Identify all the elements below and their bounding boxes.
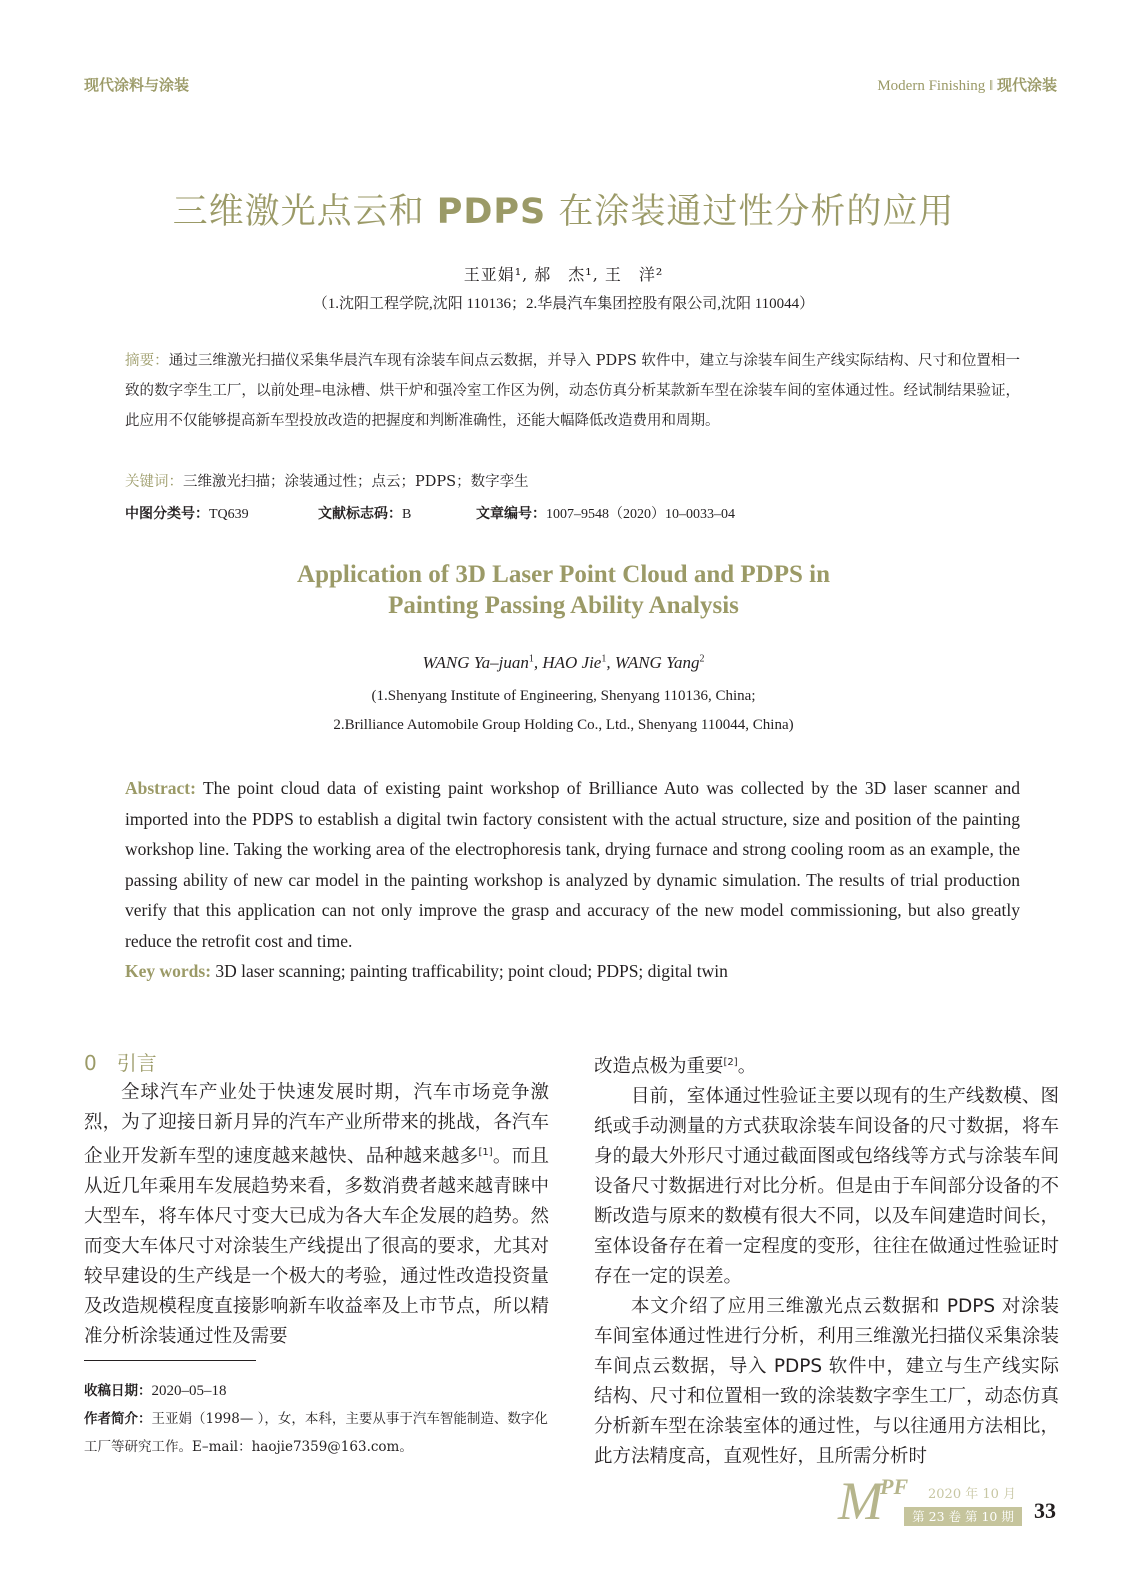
abstract-en-label: Abstract: [125,778,196,798]
footnote-divider [84,1360,256,1361]
keywords-en-label: Key words: [125,961,212,981]
left-p1-text: 全球汽车产业处于快速发展时期，汽车市场竞争激烈，为了迎接日新月异的汽车产业所带来的挑战，各汽车企业开发新车型的速度越来越快、品种越来越多 [84,1082,549,1168]
abstract-cn-label: 摘要： [125,353,169,369]
page-title-cn [0,184,1127,234]
journal-name-right [877,74,1057,95]
section-heading: 0 引言 [84,1051,157,1075]
author-2: HAO Jie [542,653,602,672]
keywords-cn-text: 三维激光扫描；涂装通过性；点云；PDPS；数字孪生 [183,474,529,490]
authors-cn: 王亚娟¹, 郝 杰¹, 王 洋² [463,265,664,284]
author-bio-text: 王亚娟（1998— ），女，本科，主要从事于汽车智能制造、数字化工厂等研究工作。E–mail：haojie7359@163.com。 [84,1411,548,1455]
abstract-en [125,773,1020,987]
clc-label: 中图分类号： [125,506,209,522]
body-paragraph [594,1048,1059,1082]
keywords-cn [125,467,1020,497]
abstract-cn [125,346,1020,436]
left-p1-end: 。而且从近几年乘用车发展趋势来看，多数消费者越来越青睐中大型车，将车体尺寸变大已成为各大车企发展的趋势。然而变大车体尺寸对涂装生产线提出了很高的要求，尤其对较早建设的生产线是一个极大的考验，通过性改造投资量及改造规模程度直接影响新车收益率及上市节点，所以精准分析涂装通过性及需要 [84,1146,549,1348]
article-no-label: 文章编号： [476,506,546,522]
title-en-line1: Application of 3D Laser Point Cloud and PDPS in [297,561,830,588]
keywords-en-text: 3D laser scanning; painting trafficability; point cloud; PDPS; digital twin [215,961,728,981]
keywords-en [125,956,1020,987]
author-2-sup: 1 [601,653,607,665]
received-label: 收稿日期： [84,1383,152,1399]
affiliation-en-line1: (1.Shenyang Institute of Engineering, Shenyang 110136, China; [371,688,756,704]
affiliation-en-line2: 2.Brilliance Automobile Group Holding Co., Ltd., Shenyang 110044, China) [333,717,794,733]
abstract-en-text: The point cloud data of existing paint workshop of Brilliance Auto was collected by the 3D laser scanner and imported into the PDPS to establish a digital twin factory consistent with the actual structure, size and position of the painting workshop line. Taking the working area of the electrophoresis tank, drying furnace and strong cooling room as an example, the passing ability of new car model in the painting workshop is analyzed by dynamic simulation. The results of trial production verify that this application can not only improve the grasp and accuracy of the new model commissioning, but also greatly reduce the retrofit cost and time. [125,778,1020,951]
issue-date: 2020 年 10 月 [928,1487,1017,1502]
article-no-value: 1007–9548（2020）10–0033–04 [546,507,735,522]
page-title-en [0,559,1127,621]
body-right-column [594,1048,1059,1472]
received-date [84,1377,554,1405]
body-paragraph [84,1078,549,1352]
author-1-sup: 1 [528,653,534,665]
author-bio [84,1405,554,1461]
body-paragraph: 本文介绍了应用三维激光点云数据和 PDPS 对涂装车间室体通过性进行分析，利用三维激光扫描仪采集涂装车间点云数据，导入 PDPS 软件中，建立与生产线实际结构、尺寸和位置相一致的涂装数字孪生工厂，动态仿真分析新车型在涂装室体的通过性，与以往通用方法相比，此方法精度高，直观性好，且所需分析时 [594,1296,1059,1468]
title-en-line2: Painting Passing Ability Analysis [388,592,739,619]
doc-code-label: 文献标志码： [318,506,402,522]
keywords-cn-label: 关键词： [125,474,183,490]
citation: [2] [723,1057,738,1068]
citation: [1] [478,1147,493,1158]
right-p0-text: 改造点极为重要 [594,1056,724,1078]
header-separator: ‖ [989,78,994,94]
journal-name-en: Modern Finishing [877,78,986,94]
journal-logo-m: M [838,1471,883,1531]
body-paragraph: 目前，室体通过性验证主要以现有的生产线数模、图纸或手动测量的方式获取涂装车间设备的尺寸数据，将车身的最大外形尺寸通过截面图或包络线等方式与涂装车间设备尺寸数据进行对比分析。但是由于车间部分设备的不断改造与原来的数模有很大不同，以及车间建造时间长，室体设备存在着一定程度的变形，往往在做通过性验证时存在一定的误差。 [594,1086,1059,1288]
issue-volume: 第 23 卷 第 10 期 [904,1507,1022,1526]
journal-logo-pf: PF [880,1474,909,1499]
abstract-en-paragraph [125,773,1020,956]
doc-code-value: B [402,507,412,522]
body-left-column [84,1048,549,1352]
author-1: WANG Ya–juan [422,653,529,672]
author-bio-label: 作者简介： [84,1411,152,1427]
journal-name-cn: 现代涂料与涂装 [84,76,190,94]
title-cn-part3: 在涂装通过性分析的应用 [546,192,955,232]
abstract-cn-text: 通过三维激光扫描仪采集华晨汽车现有涂装车间点云数据，并导入 PDPS 软件中，建立与涂装车间生产线实际结构、尺寸和位置相一致的数字孪生工厂，以前处理–电泳槽、烘干炉和强冷室工作区为例，动态仿真分析某款新车型在涂装车间的室体通过性。经试制结果验证，此应用不仅能够提高新车型投放改造的把握度和判断准确性，还能大幅降低改造费用和周期。 [125,353,1021,429]
author-3: WANG Yang [614,653,700,672]
author-3-sup: 2 [699,653,705,665]
title-cn-part1: 三维激光点云和 [172,192,437,232]
page-number: 33 [1034,1498,1056,1523]
classification-line [125,499,1020,530]
right-p0-end: 。 [737,1056,757,1078]
authors-en: WANG Ya–juan$^1$, HAO Jie$^1$, WANG Yang$^2$ [422,653,705,672]
received-value: 2020–05–18 [151,1383,227,1399]
clc-value: TQ639 [209,507,249,522]
journal-name-cn-right: 现代涂装 [996,76,1057,94]
affiliations-cn: （1.沈阳工程学院,沈阳 110136；2.华晨汽车集团控股有限公司,沈阳 110044） [312,296,815,312]
title-cn-part2: PDPS [436,192,547,232]
